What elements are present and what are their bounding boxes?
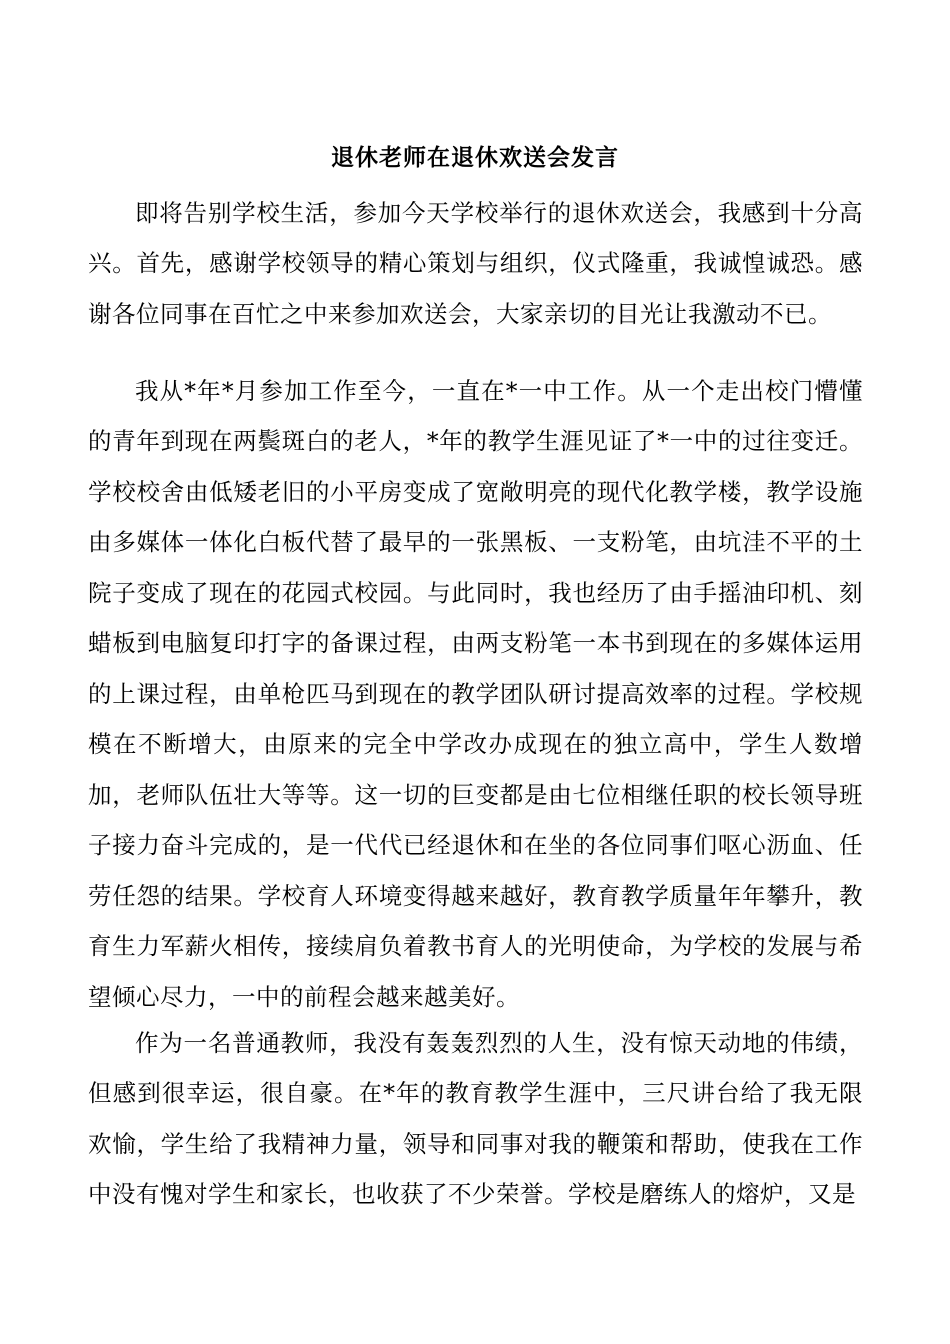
paragraph-1: 即将告别学校生活，参加今天学校举行的退休欢送会，我感到十分高兴。首先，感谢学校领导的精心策划与组织，仪式隆重，我诚惶诚恐。感谢各位同事在百忙之中来参加欢送会，大家亲切的目光让我激动不已。 bbox=[88, 198, 863, 328]
document-title: 退休老师在退休欢送会发言 bbox=[331, 144, 619, 171]
paragraph-3: 作为一名普通教师，我没有轰轰烈烈的人生，没有惊天动地的伟绩，但感到很幸运，很自豪。在*年的教育教学生涯中，三尺讲台给了我无限欢愉，学生给了我精神力量，领导和同事对我的鞭策和帮助，使我在工作中没有愧对学生和家长，也收获了不少荣誉。学校是磨练人的熔炉，又是 bbox=[88, 1028, 863, 1208]
paragraph-2: 我从*年*月参加工作至今，一直在*一中工作。从一个走出校门懵懂的青年到现在两鬓斑白的老人，*年的教学生涯见证了*一中的过往变迁。学校校舍由低矮老旧的小平房变成了宽敞明亮的现代化教学楼，教学设施由多媒体一体化白板代替了最早的一张黑板、一支粉笔，由坑洼不平的土院子变成了现在的花园式校园。与此同时，我也经历了由手摇油印机、刻蜡板到电脑复印打字的备课过程，由两支粉笔一本书到现在的多媒体运用的上课过程，由单枪匹马到现在的教学团队研讨提高效率的过程。学校规模在不断增大，由原来的完全中学改办成现在的独立高中，学生人数增加，老师队伍壮大等等。这一切的巨变都是由七位相继任职的校长领导班子接力奋斗完成的，是一代代已经退休和在坐的各位同事们呕心沥血、任劳任怨的结果。学校育人环境变得越来越好，教育教学质量年年攀升，教育生力军薪火相传，接续肩负着教书育人的光明使命，为学校的发展与希望倾心尽力，一中的前程会越来越美好。 bbox=[88, 376, 863, 1011]
